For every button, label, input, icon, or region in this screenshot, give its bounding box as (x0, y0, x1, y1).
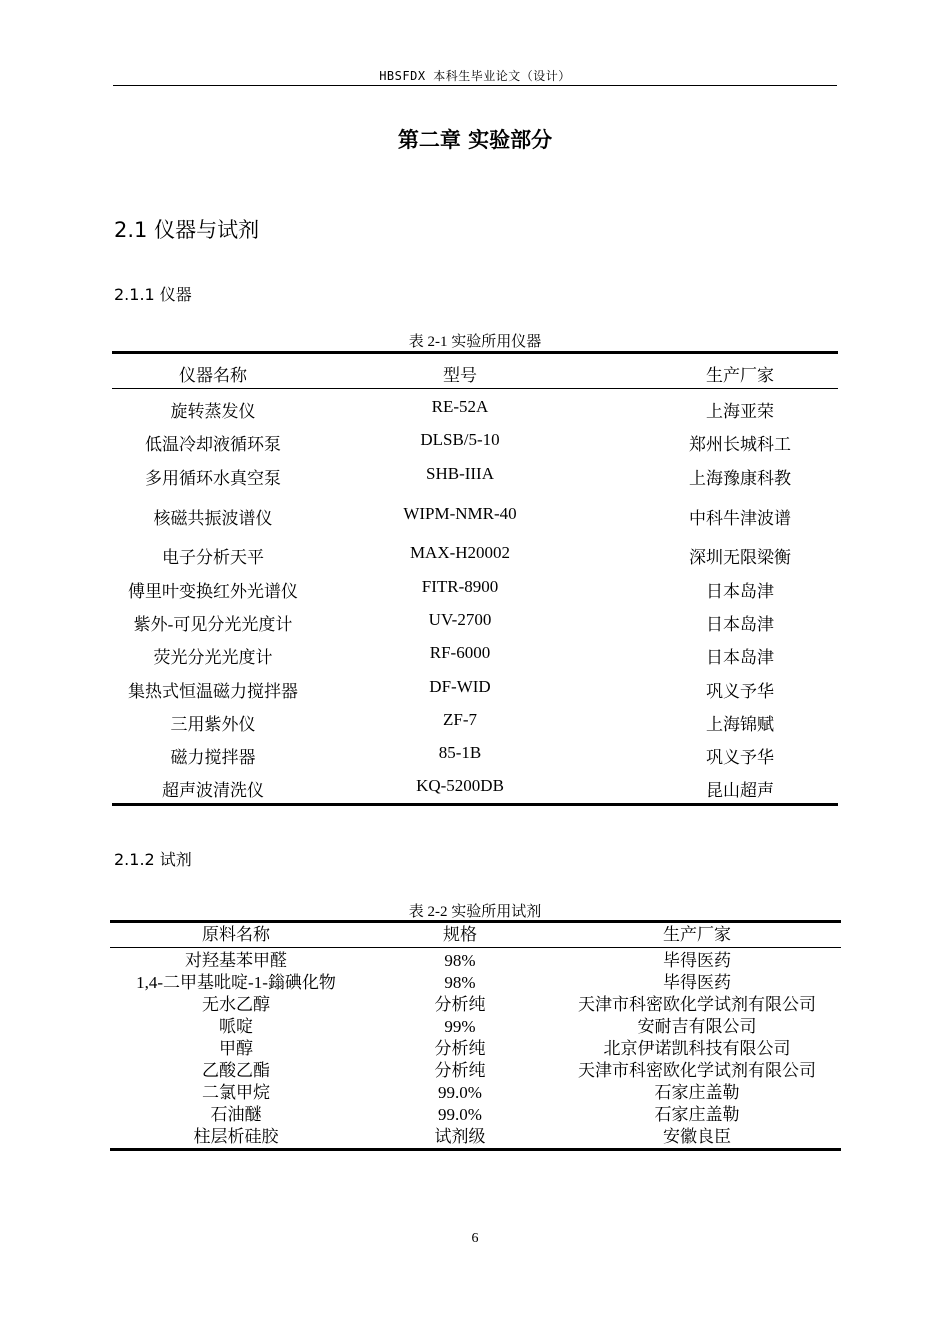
table-cell: MAX-H20002 (409, 543, 511, 562)
table-cell: DF-WID (429, 677, 491, 696)
column-header: 型号 (443, 366, 477, 385)
table-cell: 石家庄盖勒 (654, 1083, 740, 1102)
table-cell: 天津市科密欧化学试剂有限公司 (578, 1061, 816, 1080)
table-cell: 上海豫康科教 (689, 469, 791, 488)
header-rule (113, 85, 837, 86)
table-cell: 日本岛津 (706, 615, 774, 634)
table2-caption: 表 2-2 实验所用试剂 (408, 904, 542, 920)
table-cell: 毕得医药 (663, 951, 731, 970)
table-cell: 二氯甲烷 (202, 1083, 270, 1102)
table-cell: 石家庄盖勒 (654, 1105, 740, 1124)
table-cell: 巩义予华 (706, 748, 774, 767)
table-cell: 无水乙醇 (202, 995, 270, 1014)
table-cell: 巩义予华 (706, 682, 774, 701)
table-cell: 乙酸乙酯 (202, 1061, 270, 1080)
page-number: 6 (471, 1231, 479, 1246)
table-top-rule (112, 351, 838, 354)
column-header: 生产厂家 (706, 366, 774, 385)
table-cell: 郑州长城科工 (689, 435, 791, 454)
table-header-rule (112, 388, 838, 389)
table-cell: 85-1B (438, 743, 482, 762)
table-cell: 紫外-可见分光光度计 (133, 615, 293, 634)
table-cell: 分析纯 (434, 1061, 486, 1080)
table-cell: 1,4-二甲基吡啶-1-鎓碘化物 (136, 973, 336, 992)
table-cell: 电子分析天平 (162, 548, 264, 567)
table-cell: 多用循环水真空泵 (145, 469, 281, 488)
table-cell: 磁力搅拌器 (170, 748, 256, 767)
table-cell: 北京伊诺凯科技有限公司 (603, 1039, 791, 1058)
column-header: 生产厂家 (663, 925, 731, 944)
table-cell: 上海锦赋 (706, 715, 774, 734)
subsection-heading-reagents: 2.1.2 试剂 (114, 850, 192, 869)
table-cell: 超声波清洗仪 (162, 781, 264, 800)
table-cell: 对羟基苯甲醛 (185, 951, 287, 970)
table-header-rule (110, 947, 841, 948)
table-cell: 石油醚 (210, 1105, 262, 1124)
column-header: 规格 (443, 925, 477, 944)
column-header: 原料名称 (202, 925, 270, 944)
table-cell: 天津市科密欧化学试剂有限公司 (578, 995, 816, 1014)
running-header: HBSFDX 本科生毕业论文（设计） (379, 69, 571, 83)
table1-caption: 表 2-1 实验所用仪器 (408, 334, 542, 350)
table-cell: 分析纯 (434, 1039, 486, 1058)
table-cell: 集热式恒温磁力搅拌器 (128, 682, 298, 701)
table-cell: 98% (444, 973, 476, 992)
table-cell: 99.0% (438, 1083, 482, 1102)
table-cell: 三用紫外仪 (170, 715, 256, 734)
table-cell: 分析纯 (434, 995, 486, 1014)
table-cell: 核磁共振波谱仪 (153, 509, 273, 528)
table-cell: UV-2700 (428, 610, 492, 629)
table-cell: WIPM-NMR-40 (403, 504, 517, 523)
chapter-title: 第二章 实验部分 (397, 128, 553, 152)
table-top-rule (110, 920, 841, 923)
table-cell: 毕得医药 (663, 973, 731, 992)
table-bottom-rule (112, 803, 838, 806)
table-cell: 安徽良臣 (663, 1127, 731, 1146)
column-header: 仪器名称 (179, 366, 247, 385)
table-cell: 上海亚荣 (706, 402, 774, 421)
table-cell: 日本岛津 (706, 648, 774, 667)
table-bottom-rule (110, 1148, 841, 1151)
table-cell: 荧光分光光度计 (153, 648, 273, 667)
table-cell: 日本岛津 (706, 582, 774, 601)
table-cell: SHB-IIIA (426, 464, 494, 483)
table-cell: DLSB/5-10 (420, 430, 500, 449)
subsection-heading-instruments: 2.1.1 仪器 (114, 285, 192, 304)
table-cell: 旋转蒸发仪 (170, 402, 256, 421)
section-heading: 2.1 仪器与试剂 (114, 218, 260, 242)
table-cell: 低温冷却液循环泵 (145, 435, 281, 454)
table-cell: 安耐吉有限公司 (637, 1017, 757, 1036)
table-cell: 傅里叶变换红外光谱仪 (128, 582, 298, 601)
table-cell: FITR-8900 (421, 577, 499, 596)
table-cell: 98% (444, 951, 476, 970)
table-cell: 深圳无限梁衡 (689, 548, 791, 567)
table-cell: 中科牛津波谱 (689, 509, 791, 528)
table-cell: 甲醇 (219, 1039, 253, 1058)
table-cell: 99.0% (438, 1105, 482, 1124)
table-cell: 试剂级 (434, 1127, 486, 1146)
table-cell: ZF-7 (443, 710, 477, 729)
table-cell: KQ-5200DB (416, 776, 504, 795)
table-cell: 哌啶 (219, 1017, 253, 1036)
table-cell: 柱层析硅胶 (193, 1127, 279, 1146)
table-cell: RE-52A (431, 397, 489, 416)
table-cell: 99% (444, 1017, 476, 1036)
table-cell: RF-6000 (429, 643, 491, 662)
table-cell: 昆山超声 (706, 781, 774, 800)
